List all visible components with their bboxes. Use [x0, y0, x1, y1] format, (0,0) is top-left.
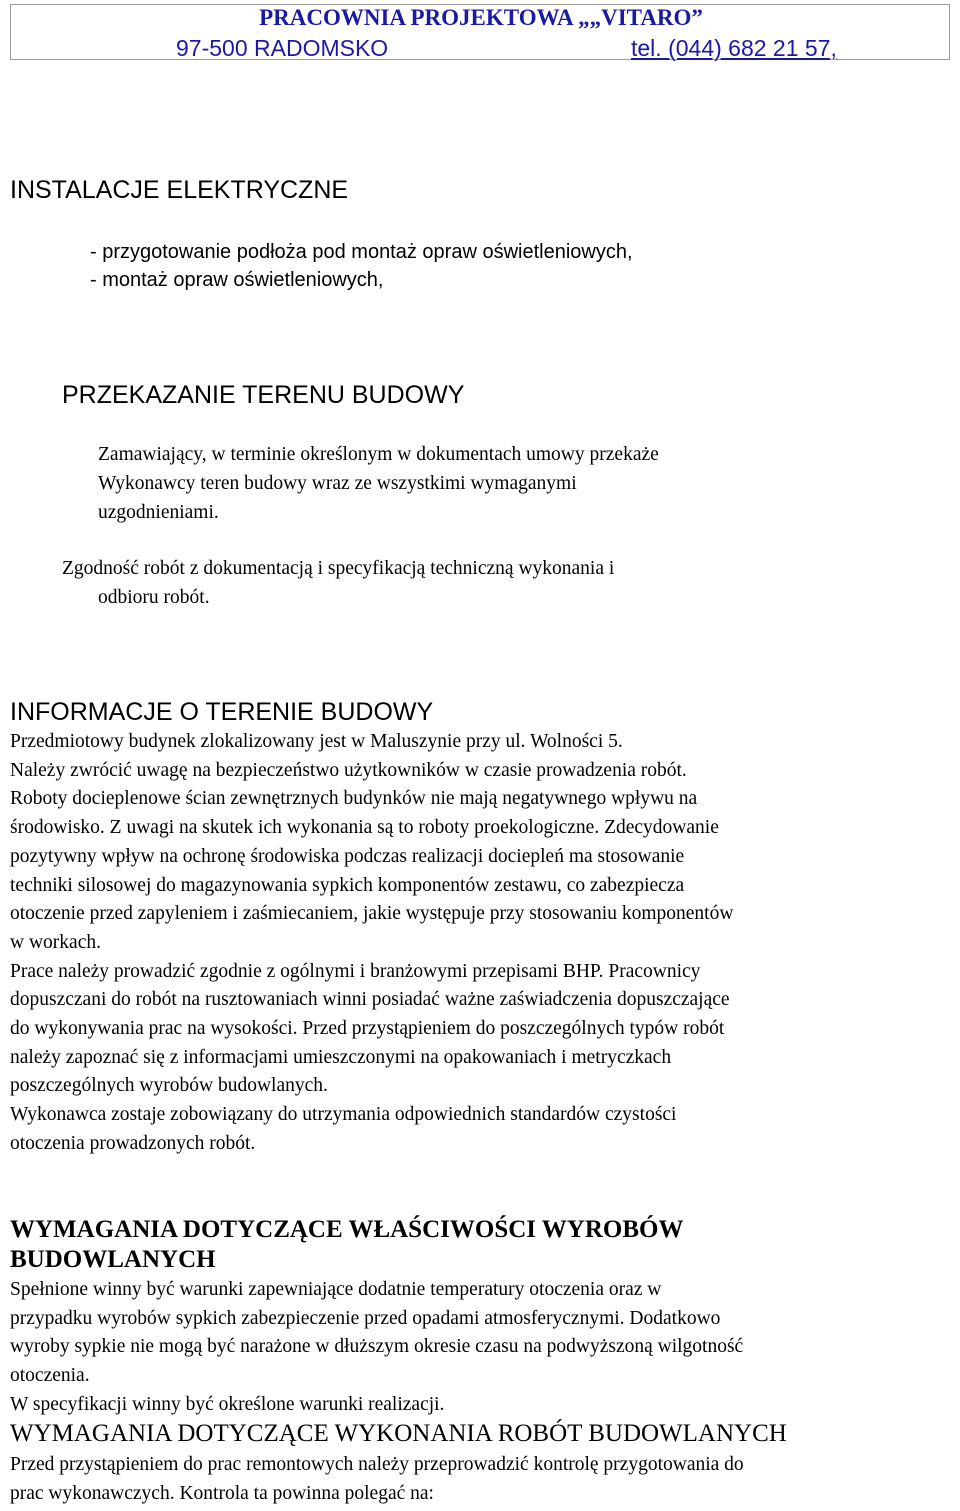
site-info-section-title: INFORMACJE O TERENIE BUDOWY	[10, 698, 434, 726]
electrical-item: - przygotowanie podłoża pod montaż opraw oświetleniowych,	[90, 241, 633, 263]
site-info-paragraph	[10, 728, 950, 1159]
text-line: Należy zwrócić uwagę na bezpieczeństwo użytkowników w czasie prowadzenia robót.	[10, 759, 687, 781]
compliance-text-line: Zgodność robót z dokumentacją i specyfikacją techniczną wykonania i	[62, 558, 615, 579]
text-line: Prace należy prowadzić zgodnie z ogólnymi i branżowymi przepisami BHP. Pracownicy	[10, 960, 701, 982]
text-line: Roboty docieplenowe ścian zewnętrznych budynków nie mają negatywnego wpływu na	[10, 788, 698, 810]
handover-text-line: uzgodnieniami.	[98, 502, 219, 523]
company-address: 97-500 RADOMSKO	[176, 35, 389, 61]
handover-text-line: Wykonawcy teren budowy wraz ze wszystkimi wymaganymi	[98, 473, 577, 494]
text-line: Przedmiotowy budynek zlokalizowany jest w Maluszynie przy ul. Wolności 5.	[10, 731, 623, 752]
text-line: Przed przystąpieniem do prac remontowych należy przeprowadzić kontrolę przygotowania do	[10, 1454, 744, 1475]
works-requirements-title: WYMAGANIA DOTYCZĄCE WYKONANIA ROBÓT BUDOWLANYCH	[10, 1420, 787, 1447]
text-line: dopuszczani do robót na rusztowaniach winni posiadać ważne zaświadczenia dopuszczające	[10, 989, 730, 1011]
company-name: PRACOWNIA PROJEKTOWA „„VITARO”	[259, 5, 703, 30]
text-line: W specyfikacji winny być określone warunki realizacji.	[10, 1393, 445, 1415]
electrical-item: - montaż opraw oświetleniowych,	[90, 269, 384, 291]
text-line: należy zapoznać się z informacjami umieszczonymi na opakowaniach i metryczkach	[10, 1046, 672, 1068]
text-line: wyroby sypkie nie mogą być narażone w dłuższym okresie czasu na podwyższoną wilgotność	[10, 1336, 744, 1358]
company-phone: tel. (044) 682 21 57,	[631, 35, 837, 61]
letterhead	[10, 4, 950, 60]
handover-text-line: Zamawiający, w terminie określonym w dokumentach umowy przekaże	[98, 444, 659, 465]
compliance-text-line: odbioru robót.	[98, 587, 210, 608]
text-line: otoczenie przed zapyleniem i zaśmiecaniem, jakie występuje przy stosowaniu komponentów	[10, 903, 734, 925]
text-line: otoczenia.	[10, 1365, 90, 1387]
title-line: BUDOWLANYCH	[10, 1246, 216, 1273]
text-line: pozytywny wpływ na ochronę środowiska podczas realizacji dociepleń ma stosowanie	[10, 845, 685, 867]
text-line: do wykonywania prac na wysokości. Przed przystąpieniem do poszczególnych typów robót	[10, 1018, 725, 1040]
product-requirements-title	[10, 1215, 950, 1275]
handover-section-title: PRZEKAZANIE TERENU BUDOWY	[62, 381, 465, 409]
text-line: przypadku wyrobów sypkich zabezpieczenie przed opadami atmosferycznymi. Dodatkowo	[10, 1307, 721, 1329]
title-line: WYMAGANIA DOTYCZĄCE WŁAŚCIWOŚCI WYROBÓW	[10, 1216, 684, 1243]
works-requirements-paragraph	[10, 1451, 950, 1508]
product-requirements-paragraph	[10, 1276, 950, 1420]
text-line: techniki silosowej do magazynowania sypkich komponentów zestawu, co zabezpiecza	[10, 874, 685, 896]
text-line: w workach.	[10, 931, 101, 953]
text-line: Wykonawca zostaje zobowiązany do utrzymania odpowiednich standardów czystości	[10, 1104, 677, 1126]
text-line: Spełnione winny być warunki zapewniające dodatnie temperatury otoczenia oraz w	[10, 1279, 662, 1300]
electrical-section-title: INSTALACJE ELEKTRYCZNE	[10, 176, 349, 204]
text-line: środowisko. Z uwagi na skutek ich wykonania są to roboty proekologiczne. Zdecydowanie	[10, 817, 719, 839]
text-line: poszczególnych wyrobów budowlanych.	[10, 1075, 328, 1097]
text-line: otoczenia prowadzonych robót.	[10, 1132, 256, 1154]
text-line: prac wykonawczych. Kontrola ta powinna polegać na:	[10, 1482, 434, 1504]
